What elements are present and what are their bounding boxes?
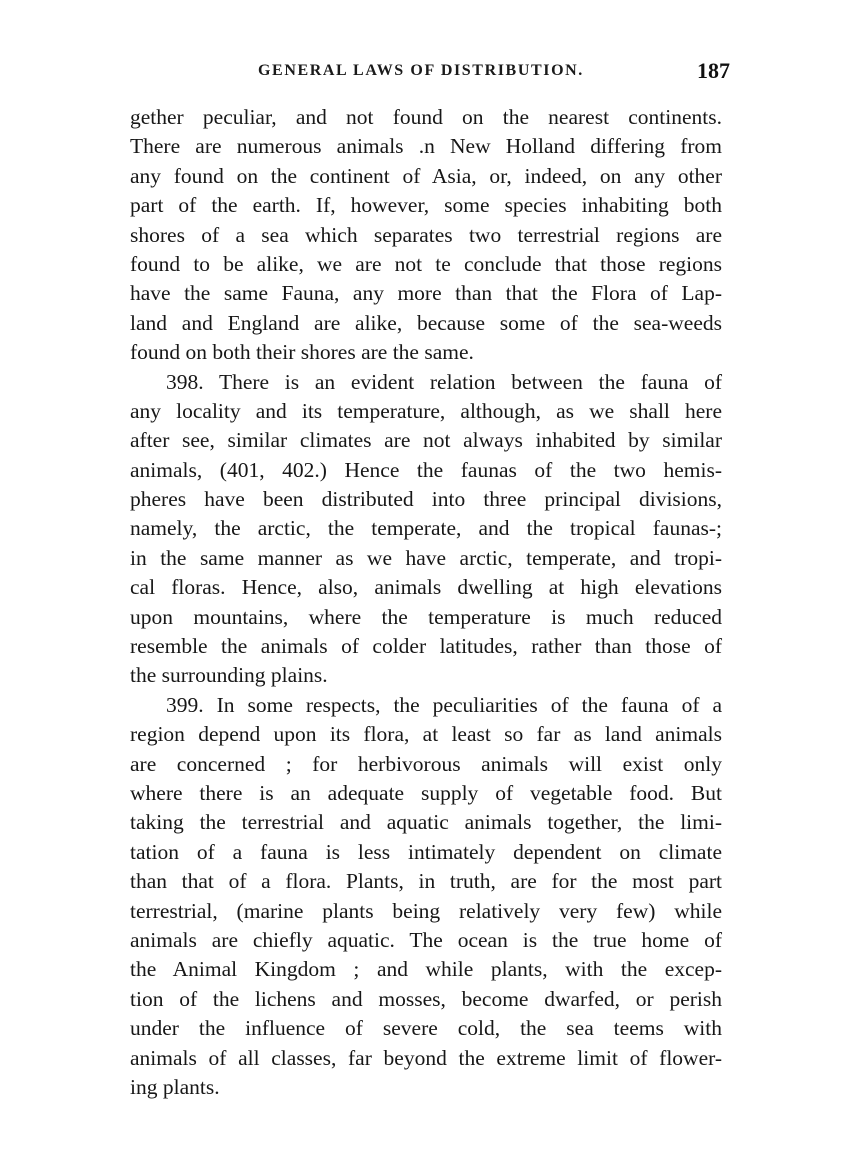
text-line: There are numerous animals .n New Holland differing from <box>130 134 722 159</box>
text-line: land and England are alike, because some of the sea-weeds <box>130 310 722 335</box>
text-line: resemble the animals of colder latitudes, rather than those of <box>130 634 722 659</box>
text-line: animals of all classes, far beyond the extreme limit of flower- <box>130 1045 722 1070</box>
running-head <box>130 58 730 88</box>
text-line: tion of the lichens and mosses, become dwarfed, or perish <box>130 986 722 1011</box>
text-line: after see, similar climates are not always inhabited by similar <box>130 428 722 453</box>
text-line: than that of a flora. Plants, in truth, are for the most part <box>130 869 722 894</box>
text-line: namely, the arctic, the temperate, and the tropical faunas-; <box>130 516 722 541</box>
text-line: part of the earth. If, however, some species inhabiting both <box>130 193 722 218</box>
text-line: in the same manner as we have arctic, temperate, and tropi- <box>130 545 722 570</box>
text-line: shores of a sea which separates two terrestrial regions are <box>130 222 722 247</box>
page-number: 187 <box>697 58 730 83</box>
paragraph-end-line: found on both their shores are the same. <box>130 340 474 365</box>
paragraph-399-start: 399. In some respects, the peculiarities of the fauna of a <box>166 692 722 717</box>
text-line: tation of a fauna is less intimately dependent on climate <box>130 839 722 864</box>
paragraph-end-line: ing plants. <box>130 1074 220 1099</box>
paragraph-398-start: 398. There is an evident relation between the fauna of <box>166 369 722 394</box>
text-line: the Animal Kingdom ; and while plants, with the excep- <box>130 957 722 982</box>
text-line: upon mountains, where the temperature is much reduced <box>130 604 722 629</box>
text-line: any locality and its temperature, although, as we shall here <box>130 398 722 423</box>
text-line: animals are chiefly aquatic. The ocean is the true home of <box>130 927 722 952</box>
text-line: any found on the continent of Asia, or, indeed, on any other <box>130 163 722 188</box>
running-title: GENERAL LAWS OF DISTRIBUTION. <box>258 62 584 79</box>
text-line: cal floras. Hence, also, animals dwelling at high elevations <box>130 575 722 600</box>
text-line: are concerned ; for herbivorous animals will exist only <box>130 751 722 776</box>
text-line: taking the terrestrial and aquatic animals together, the limi- <box>130 810 722 835</box>
text-line: gether peculiar, and not found on the nearest continents. <box>130 105 722 129</box>
text-line: have the same Fauna, any more than that the Flora of Lap- <box>130 281 722 306</box>
text-line: under the influence of severe cold, the sea teems with <box>130 1016 722 1041</box>
text-line: where there is an adequate supply of vegetable food. But <box>130 780 722 805</box>
text-line: pheres have been distributed into three principal divisions, <box>130 487 722 512</box>
text-line: found to be alike, we are not te conclude that those regions <box>130 251 722 276</box>
body-text <box>130 103 722 1102</box>
text-line: region depend upon its flora, at least so far as land animals <box>130 722 722 747</box>
text-line: terrestrial, (marine plants being relatively very few) while <box>130 898 722 923</box>
text-line: animals, (401, 402.) Hence the faunas of the two hemis- <box>130 457 722 482</box>
paragraph-end-line: the surrounding plains. <box>130 663 328 688</box>
